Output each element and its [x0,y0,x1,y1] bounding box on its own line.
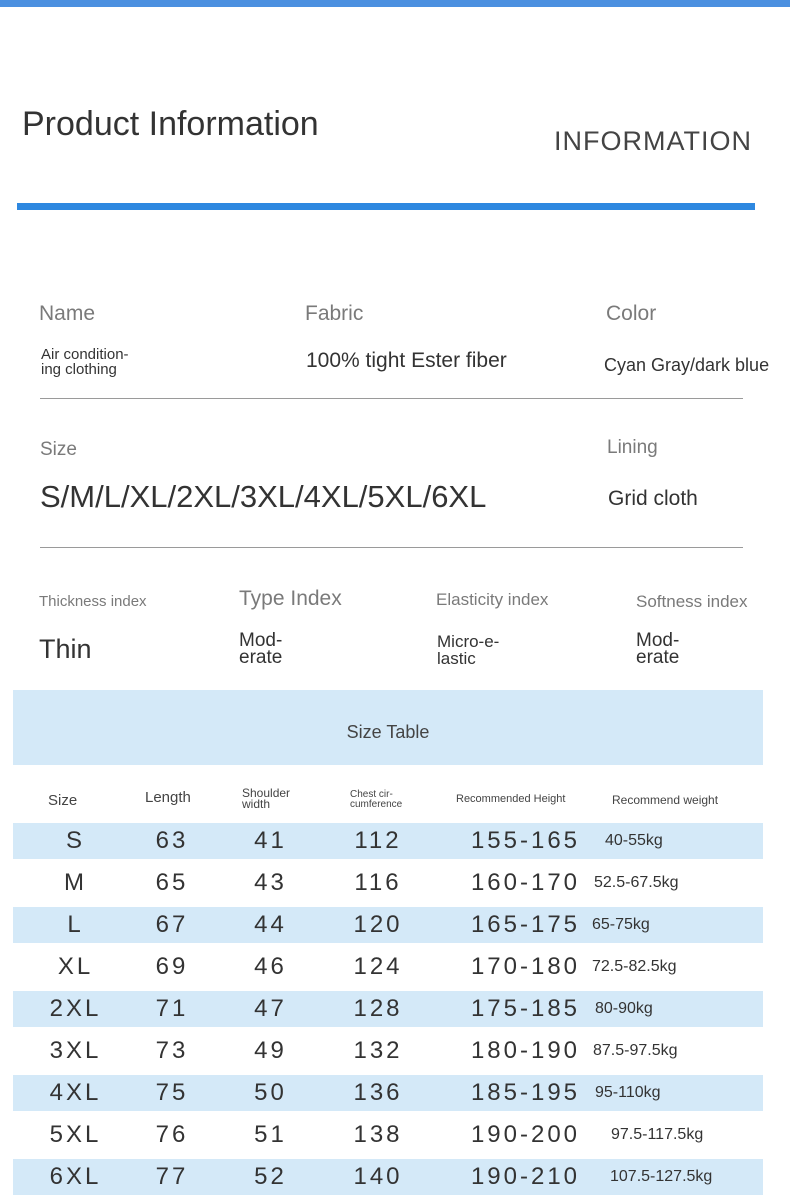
cell-size: 2XL [49,995,102,1022]
cell-shoulder: 46 [254,953,287,980]
cell-length: 71 [155,995,189,1022]
table-row [13,907,763,943]
cell-weight: 52.5-67.5kg [594,874,679,891]
cell-length: 73 [155,1037,189,1064]
cell-shoulder: 51 [254,1121,287,1148]
type-value [239,632,282,667]
col-header-weight: Recommend weight [612,793,719,807]
cell-weight: 72.5-82.5kg [592,958,677,975]
softness-label: Softness index [636,592,748,611]
cell-shoulder: 47 [254,995,287,1022]
softness-value [636,632,679,667]
col-header-size: Size [48,792,78,809]
cell-size: L [67,911,84,938]
cell-height: 155-165 [470,827,581,854]
cell-shoulder: 44 [254,911,287,938]
col-header-height: Recommended Height [456,793,566,805]
cell-chest: 138 [353,1121,403,1148]
elasticity-value-line1: Micro-e- [437,632,500,651]
color-value: Cyan Gray/dark blue [604,355,770,375]
cell-length: 77 [155,1163,189,1190]
size-value: S/M/L/XL/2XL/3XL/4XL/5XL/6XL [40,479,487,514]
cell-size: S [65,827,85,854]
cell-size: 3XL [49,1037,102,1064]
size-table-title: Size Table [346,722,430,742]
cell-size: XL [57,953,94,980]
page-title: Product Information [22,105,319,143]
thickness-label: Thickness index [39,593,147,610]
info-divider-2 [40,547,743,548]
page-subtitle: INFORMATION [554,126,752,156]
cell-chest: 112 [354,827,402,854]
top-accent-bar [0,0,790,7]
name-value [41,347,129,377]
cell-height: 190-210 [470,1163,581,1190]
type-value-line1: Mod- [239,630,283,651]
cell-shoulder: 43 [254,869,287,896]
cell-chest: 120 [353,911,403,938]
cell-chest: 140 [353,1163,403,1190]
cell-chest: 116 [354,869,402,896]
table-row [13,991,763,1027]
info-divider-1 [40,398,743,399]
cell-height: 185-195 [470,1079,581,1106]
cell-size: M [64,869,87,896]
name-value-line1: Air condition- [41,346,129,363]
cell-shoulder: 50 [254,1079,287,1106]
cell-length: 75 [155,1079,189,1106]
color-label: Color [606,302,657,325]
type-value-line2: erate [239,647,283,669]
cell-weight: 107.5-127.5kg [610,1168,713,1185]
cell-length: 65 [155,869,189,896]
cell-chest: 132 [353,1037,403,1064]
cell-length: 67 [155,911,189,938]
cell-height: 175-185 [470,995,581,1022]
col-header-chest [350,790,402,810]
elasticity-label: Elasticity index [436,590,549,609]
cell-size: 5XL [49,1121,102,1148]
cell-chest: 124 [353,953,403,980]
table-row [13,1159,763,1195]
cell-length: 76 [155,1121,189,1148]
cell-size: 6XL [49,1163,102,1190]
col-header-shoulder-line2: width [242,796,271,811]
cell-shoulder: 49 [254,1037,287,1064]
cell-height: 190-200 [470,1121,581,1148]
lining-label: Lining [607,437,658,458]
size-label: Size [40,439,77,460]
size-table-header [13,690,763,765]
table-row [13,949,763,985]
cell-shoulder: 52 [254,1163,287,1190]
elasticity-value-line2: lastic [437,649,476,668]
cell-height: 165-175 [470,911,581,938]
cell-height: 170-180 [470,953,581,980]
cell-weight: 87.5-97.5kg [593,1042,678,1059]
lining-value: Grid cloth [608,487,698,510]
col-header-length: Length [145,789,191,806]
fabric-label: Fabric [305,302,364,325]
col-header-shoulder-line1: Shoulder [242,786,291,800]
cell-size: 4XL [49,1079,102,1106]
fabric-value: 100% tight Ester fiber [306,349,507,372]
cell-weight: 95-110kg [595,1084,661,1101]
cell-length: 63 [155,827,189,854]
cell-chest: 128 [353,995,403,1022]
table-row [13,1033,763,1069]
cell-weight: 80-90kg [595,1000,653,1017]
table-row [13,1075,763,1111]
thickness-value: Thin [39,634,92,664]
name-value-line2: ing clothing [41,361,117,378]
softness-value-line2: erate [636,647,680,669]
cell-length: 69 [155,953,189,980]
table-row [13,1117,763,1153]
cell-weight: 97.5-117.5kg [611,1126,704,1143]
col-header-shoulder [242,788,290,810]
type-label: Type Index [239,587,342,610]
cell-height: 180-190 [470,1037,581,1064]
cell-chest: 136 [353,1079,403,1106]
name-label: Name [39,302,96,325]
cell-shoulder: 41 [254,827,287,854]
table-row [13,823,763,859]
softness-value-line1: Mod- [636,630,680,651]
table-row [13,865,763,901]
title-divider [17,203,755,210]
col-header-chest-line1: Chest cir- [350,789,393,800]
cell-weight: 65-75kg [592,916,650,933]
elasticity-value [437,633,499,667]
col-header-chest-line2: cumference [350,799,403,810]
cell-height: 160-170 [470,869,581,896]
cell-weight: 40-55kg [605,832,663,849]
